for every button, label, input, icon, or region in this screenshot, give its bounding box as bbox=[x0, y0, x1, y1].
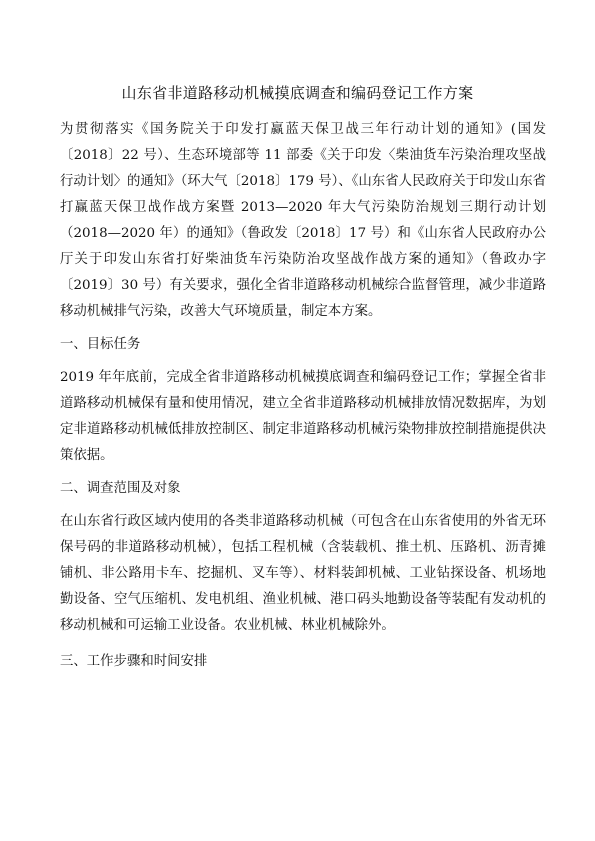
document-title: 山东省非道路移动机械摸底调查和编码登记工作方案 bbox=[121, 84, 474, 102]
spacer bbox=[60, 639, 546, 649]
section-heading-steps: 三、工作步骤和时间安排 bbox=[60, 654, 208, 669]
section-heading-goals: 一、目标任务 bbox=[60, 337, 141, 352]
spacer bbox=[60, 358, 546, 365]
document-body bbox=[60, 117, 546, 675]
spacer bbox=[60, 325, 546, 332]
section-body-scope: 在山东省行政区域内使用的各类非道路移动机械（可包含在山东省使用的外省无环保号码的非道路移动机械），包括工程机械（含装载机、推土机、压路机、沥青摊铺机、非公路用卡车、挖掘机、叉车等）、材料装卸机械、工业钻探设备、机场地勤设备、空气压缩机、发电机组、渔业机械、港口码头地勤设备等装配有发动机的移动机械和可运输工业设备。农业机械、林业机械除外。 bbox=[60, 514, 546, 633]
spacer bbox=[60, 469, 546, 476]
intro-paragraph: 为贯彻落实《国务院关于印发打赢蓝天保卫战三年行动计划的通知》(国发〔2018〕22 号）、生态环境部等 11 部委《关于印发〈柴油货车污染治理攻坚战行动计划〉的通知》（环大气〔2018〕179 号）、《山东省人民政府关于印发山东省打赢蓝天保卫战作战方案暨 2013—2020 年大气污染防治规划三期行动计划（2018—2020 年）的通知》（鲁政发〔2018〕17 号）和《山东省人民政府办公厅关于印发山东省打好柴油货车污染防治攻坚战作战方案的通知》（鲁政办字〔2019〕30 号）有关要求，强化全省非道路移动机械综合监督管理，减少非道路移动机械排气污染，改善大气环境质量，制定本方案。 bbox=[60, 122, 546, 319]
section-body-goals: 2019 年年底前，完成全省非道路移动机械摸底调查和编码登记工作；掌握全省非道路移动机械保有量和使用情况，建立全省非道路移动机械排放情况数据库，为划定非道路移动机械低排放控制区、制定非道路移动机械污染物排放控制措施提供决策依据。 bbox=[60, 370, 546, 463]
section-heading-scope: 二、调查范围及对象 bbox=[60, 481, 181, 496]
spacer bbox=[60, 502, 546, 509]
